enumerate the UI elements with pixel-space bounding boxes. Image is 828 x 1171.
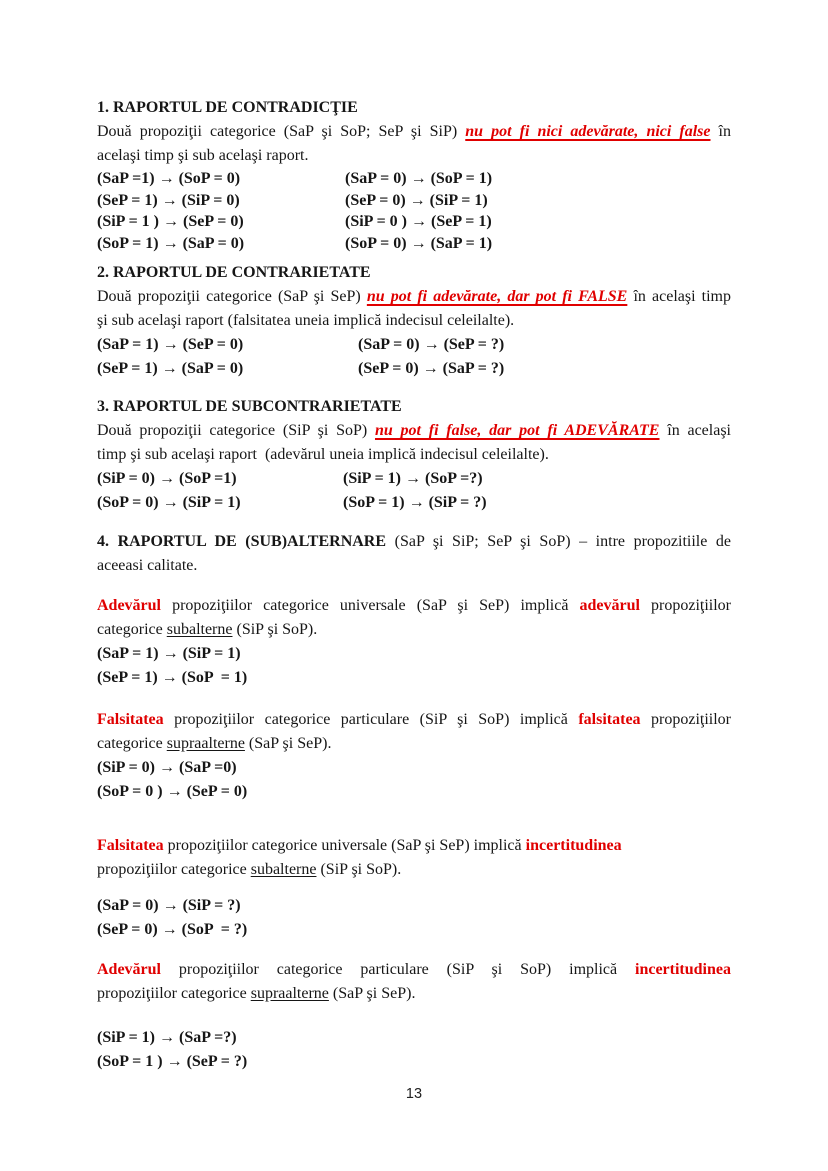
text-segment: în [710,123,732,140]
formula: (SaP = 0) → (SeP = ?) [358,336,505,353]
formula: (SaP = 1) → (SiP = 1) [97,645,241,662]
formula: (SeP = 1) → (SiP = 0) [97,191,240,209]
section-4-heading [97,530,731,578]
section-4-paragraph-d [97,958,731,1006]
text-segment: Falsitatea [97,711,164,728]
text-segment: aceeasi calitate. [97,557,198,574]
text-line [97,144,731,168]
text-segment: propoziţiilor [639,597,732,614]
formula: (SeP = 1) → (SaP = 0) [97,360,244,377]
formula-row [97,666,731,690]
text-segment: propoziţiilor categorice universale (SaP şi SeP) implică [161,597,580,614]
section-2-intro [97,285,731,333]
formula-row [97,467,731,491]
text-segment: acelaşi timp şi sub acelaşi raport. [97,147,309,164]
text-segment: (SaP şi SeP). [328,985,416,1002]
text-segment: incertitudinea [635,961,731,978]
text-line [97,530,731,554]
formula-row [97,211,731,233]
text-segment: propoziţiilor categorice universale (SaP şi SeP) implică [163,837,526,854]
text-segment: supraalterne [166,735,245,752]
formula: (SiP = 0) → (SaP =0) [97,759,237,776]
text-line [97,443,731,467]
text-line [97,708,731,732]
text-segment: (SiP şi SoP). [316,861,402,878]
text-segment: propoziţiilor [640,711,732,728]
formula-row [97,333,731,357]
text-line [97,554,731,578]
text-segment: nu pot fi adevărate, dar pot fi FALSE [366,288,628,305]
text-segment: categorice [97,621,167,638]
text-segment: falsitatea [578,711,641,728]
section-2-heading: 2. RAPORTUL DE CONTRARIETATE [97,264,371,281]
formula: (SiP = 0 ) → (SeP = 1) [345,213,492,230]
text-line [97,285,731,309]
text-segment: timp şi sub acelaşi raport (adevărul uneia implică indecisul celeilalte). [97,446,549,463]
section-3-intro [97,419,731,467]
section-1-heading: 1. RAPORTUL DE CONTRADICŢIE [97,99,358,116]
text-segment: Adevărul [97,597,161,614]
text-line [97,858,731,882]
text-segment: supraalterne [250,985,329,1002]
formula: (SeP = 1) → (SoP = 1) [97,669,248,686]
text-segment: propoziţiilor categorice [97,861,251,878]
text-line [97,982,731,1006]
formula: (SiP = 0) → (SoP =1) [97,470,237,487]
text-segment: propoziţiilor categorice particulare (SiP şi SoP) implică [163,711,579,728]
formula-row [97,357,731,381]
formula: (SaP =1) → (SoP = 0) [97,170,241,187]
text-line [97,419,731,443]
text-segment: Adevărul [97,961,161,978]
formula: (SeP = 0) → (SoP = ?) [97,921,248,938]
section-4-formulas-d [97,1026,731,1074]
section-3-heading: 3. RAPORTUL DE SUBCONTRARIETATE [97,398,402,415]
formula: (SaP = 1) → (SeP = 0) [97,336,244,353]
formula-row [97,918,731,942]
text-segment: propoziţiilor categorice [97,985,251,1002]
section-4-formulas-c [97,894,731,942]
formula-row [97,1050,731,1074]
text-line [97,958,731,982]
section-1-formulas [97,168,731,254]
text-segment: 4. RAPORTUL DE (SUB)ALTERNARE [97,533,387,550]
section-4-paragraph-b [97,708,731,756]
formula: (SeP = 0) → (SaP = ?) [358,360,505,377]
text-segment: nu pot fi nici adevărate, nici false [465,123,711,140]
text-line [97,120,731,144]
formula: (SoP = 1) → (SaP = 0) [97,234,245,252]
text-segment: subalterne [166,621,233,638]
text-segment: şi sub acelaşi raport (falsitatea uneia implică indecisul celeilalte). [97,312,515,329]
formula-row [97,168,731,190]
text-segment: adevărul [579,597,640,614]
text-segment: Falsitatea [97,837,164,854]
formula-row [97,780,731,804]
text-line [97,618,731,642]
section-4-paragraph-a [97,594,731,642]
formula: (SaP = 0) → (SiP = ?) [97,897,241,914]
text-line [97,834,731,858]
text-segment: nu pot fi false, dar pot fi ADEVĂRATE [374,422,660,439]
text-line [97,309,731,333]
text-segment: (SaP şi SeP). [244,735,332,752]
text-segment: Două propoziţii categorice (SaP şi SeP) [97,288,367,305]
section-4-formulas-b [97,756,731,804]
text-segment: Două propoziţii categorice (SaP şi SoP; SeP şi SiP) [97,123,466,140]
text-segment: în acelaşi [659,422,731,439]
formula: (SiP = 1 ) → (SeP = 0) [97,213,244,230]
formula: (SoP = 1 ) → (SeP = ?) [97,1053,248,1070]
text-segment: Două propoziţii categorice (SiP şi SoP) [97,422,375,439]
formula-row [97,233,731,255]
formula-row [97,894,731,918]
text-segment: în acelaşi timp [627,288,732,305]
section-4-paragraph-c [97,834,731,882]
formula-row [97,756,731,780]
section-2-formulas [97,333,731,381]
text-segment: subalterne [250,861,317,878]
formula: (SoP = 0 ) → (SeP = 0) [97,783,248,800]
section-1-intro [97,120,731,168]
formula: (SoP = 0) → (SiP = 1) [97,494,241,511]
text-segment: propoziţiilor categorice particulare (SiP şi SoP) implică [161,961,635,978]
text-segment: incertitudinea [525,837,622,854]
text-line [97,594,731,618]
formula: (SeP = 0) → (SiP = 1) [345,191,488,209]
formula: (SiP = 1) → (SoP =?) [343,470,483,487]
formula: (SoP = 1) → (SiP = ?) [343,494,487,511]
page-number: 13 [405,1086,423,1102]
text-segment: (SiP şi SoP). [232,621,318,638]
formula: (SoP = 0) → (SaP = 1) [345,234,493,252]
formula-row [97,642,731,666]
text-segment: (SaP şi SiP; SeP şi SoP) – intre propozitiile de [386,533,731,550]
section-4-formulas-a [97,642,731,690]
formula: (SiP = 1) → (SaP =?) [97,1029,237,1046]
formula: (SaP = 0) → (SoP = 1) [345,170,493,187]
formula-row [97,1026,731,1050]
text-line [97,732,731,756]
section-3-formulas [97,467,731,515]
text-segment: categorice [97,735,167,752]
formula-row [97,491,731,515]
formula-row [97,190,731,212]
